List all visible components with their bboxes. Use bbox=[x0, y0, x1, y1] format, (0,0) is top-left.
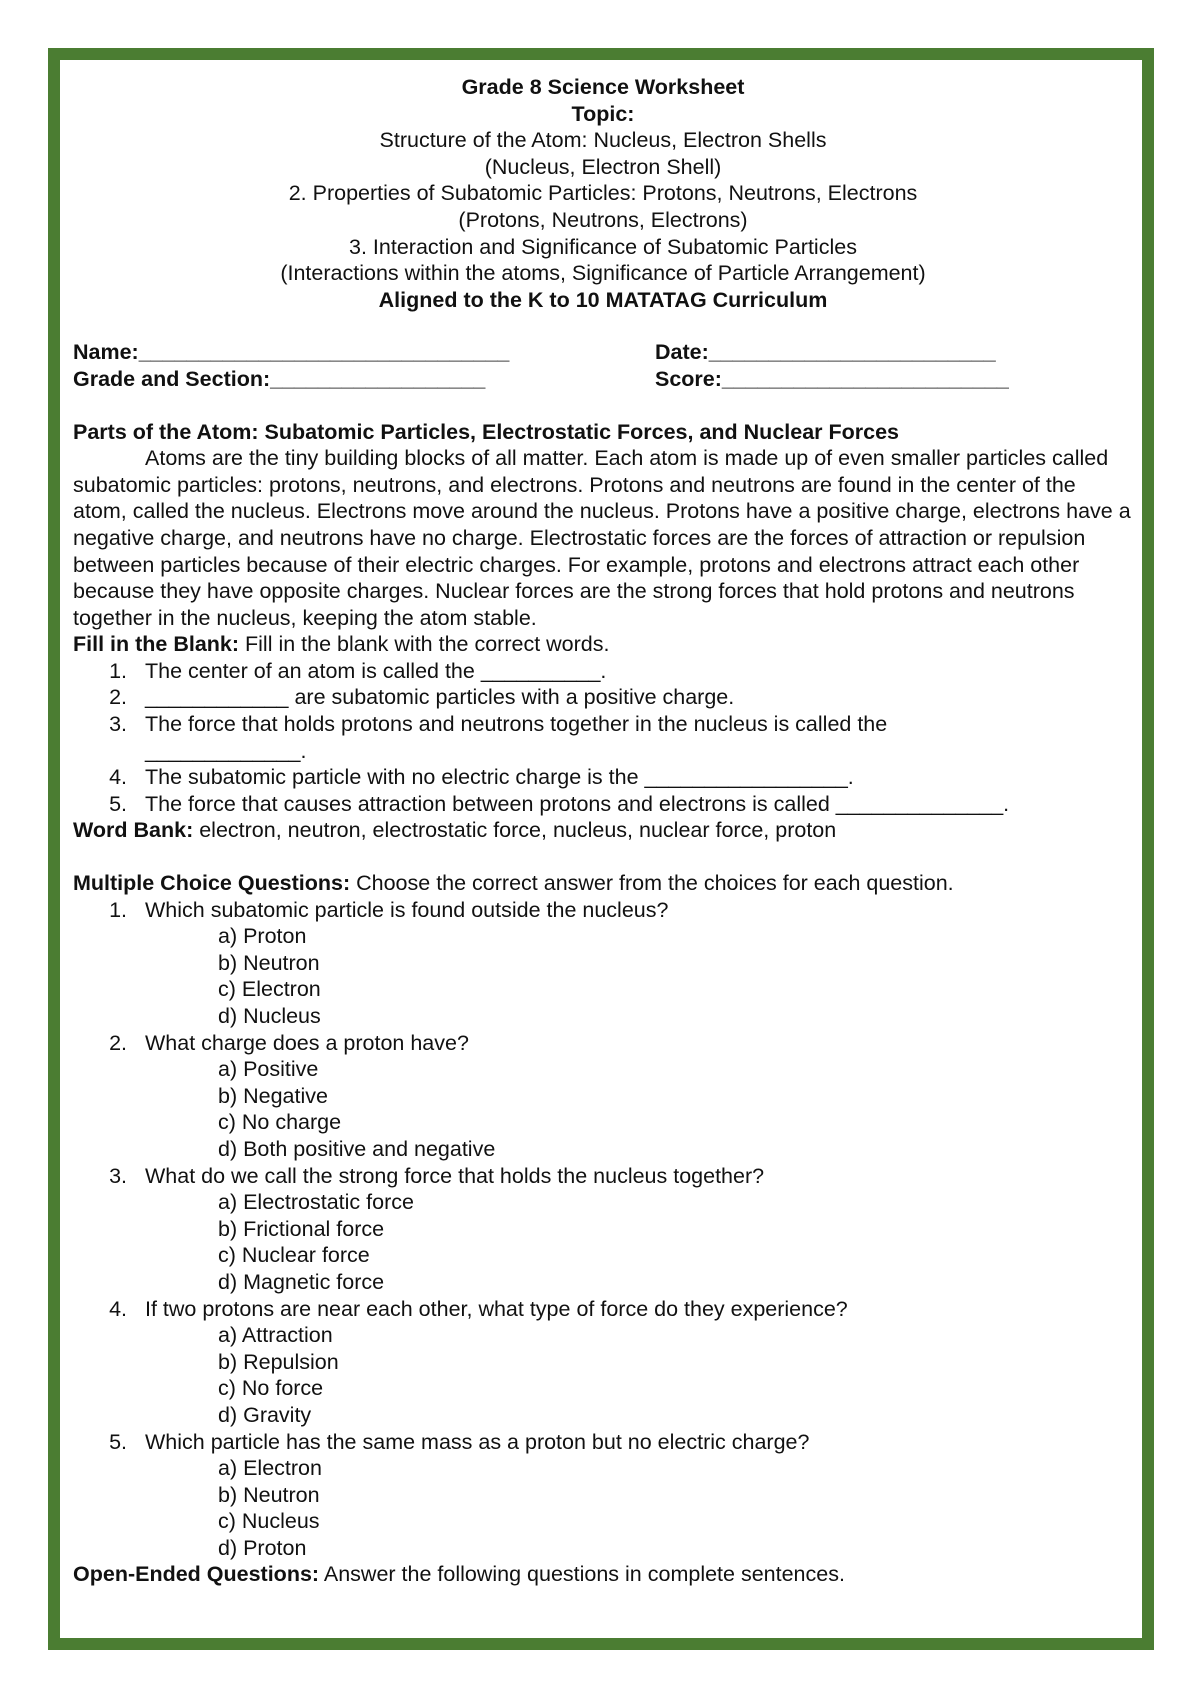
open-ended-instruction-text: Answer the following questions in complete sentences. bbox=[319, 1562, 845, 1587]
topic-line: (Protons, Neutrons, Electrons) bbox=[458, 207, 748, 232]
choice[interactable]: d) Proton bbox=[218, 1535, 307, 1560]
open-ended-label: Open-Ended Questions: bbox=[73, 1562, 320, 1587]
question-text: What charge does a proton have? bbox=[145, 1030, 469, 1055]
topic-line: (Nucleus, Electron Shell) bbox=[484, 154, 722, 179]
list-item bbox=[73, 658, 1133, 685]
fill-in-label: Fill in the Blank: bbox=[73, 632, 240, 657]
word-bank bbox=[73, 817, 1133, 844]
choice[interactable]: a) Attraction bbox=[218, 1323, 333, 1348]
fill-in-instructions bbox=[73, 631, 1133, 658]
item-text[interactable]: ____________ are subatomic particles with a positive charge. bbox=[145, 685, 735, 710]
topic-line: Structure of the Atom: Nucleus, Electron Shells bbox=[379, 128, 827, 153]
question bbox=[73, 897, 1133, 1030]
topic-line: 2. Properties of Subatomic Particles: Protons, Neutrons, Electrons bbox=[288, 181, 918, 206]
worksheet-header bbox=[73, 74, 1133, 313]
question-number: 2. bbox=[109, 1030, 127, 1055]
score-field[interactable]: Score:________________________ bbox=[655, 366, 1009, 391]
question bbox=[73, 1030, 1133, 1163]
choice[interactable]: b) Negative bbox=[218, 1083, 328, 1108]
question-number: 5. bbox=[109, 1429, 127, 1454]
name-field[interactable]: Name:_______________________________ bbox=[73, 340, 510, 365]
choice[interactable]: b) Neutron bbox=[218, 1482, 320, 1507]
choice[interactable]: a) Electrostatic force bbox=[218, 1190, 414, 1215]
item-text[interactable]: The force that causes attraction between protons and electrons is called ______________. bbox=[145, 791, 1010, 816]
student-info bbox=[73, 339, 1133, 392]
choice[interactable]: a) Electron bbox=[218, 1456, 322, 1481]
question-text: Which subatomic particle is found outside the nucleus? bbox=[145, 897, 669, 922]
fill-in-list bbox=[73, 658, 1133, 738]
item-text[interactable]: The subatomic particle with no electric charge is the _________________. bbox=[145, 765, 854, 790]
word-bank-label: Word Bank: bbox=[73, 818, 194, 843]
reading-paragraph: Atoms are the tiny building blocks of all matter. Each atom is made up of even smaller particles called subatomic particles: protons, neutrons, and electrons. Protons and neutrons are found in the center of the atom, called the nucleus. Electrons move around the nucleus. Protons have a positive charge, electrons have a negative charge, and neutrons have no charge. Electrostatic forces are the forces of attraction or repulsion between particles because of their electric charges. For example, protons and electrons attract each other because they have opposite charges. Nuclear forces are the strong forces that hold protons and neutrons together in the nucleus, keeping the atom stable. bbox=[73, 446, 1131, 630]
worksheet-title: Grade 8 Science Worksheet bbox=[461, 75, 745, 99]
choice[interactable]: b) Neutron bbox=[218, 950, 320, 975]
multiple-choice-label: Multiple Choice Questions: bbox=[73, 871, 351, 896]
date-field[interactable]: Date:________________________ bbox=[655, 340, 996, 365]
choice[interactable]: d) Magnetic force bbox=[218, 1269, 385, 1294]
question bbox=[73, 1296, 1133, 1429]
choice[interactable]: c) Nucleus bbox=[218, 1509, 320, 1534]
question bbox=[73, 1163, 1133, 1296]
choice[interactable]: c) No force bbox=[218, 1376, 324, 1401]
question-number: 4. bbox=[109, 1296, 127, 1321]
choice[interactable]: a) Positive bbox=[218, 1057, 319, 1082]
reading-heading: Parts of the Atom: Subatomic Particles, Electrostatic Forces, and Nuclear Forces bbox=[73, 419, 900, 444]
question-text: Which particle has the same mass as a proton but no electric charge? bbox=[145, 1429, 810, 1454]
worksheet bbox=[73, 74, 1133, 1588]
question-number: 1. bbox=[109, 897, 127, 922]
grade-section-field[interactable]: Grade and Section:__________________ bbox=[73, 366, 486, 391]
list-item bbox=[73, 684, 1133, 711]
question-text: If two protons are near each other, what type of force do they experience? bbox=[145, 1296, 848, 1321]
item-text[interactable]: The force that holds protons and neutrons together in the nucleus is called the bbox=[145, 712, 888, 737]
choice[interactable]: a) Proton bbox=[218, 924, 307, 949]
question-number: 3. bbox=[109, 1163, 127, 1188]
list-item bbox=[73, 791, 1133, 818]
list-item bbox=[73, 711, 1133, 738]
multiple-choice-instructions bbox=[73, 870, 1133, 897]
item-number: 2. bbox=[109, 685, 127, 710]
question bbox=[73, 1429, 1133, 1562]
question-text: What do we call the strong force that holds the nucleus together? bbox=[145, 1163, 765, 1188]
item-number: 4. bbox=[109, 765, 127, 790]
curriculum-alignment: Aligned to the K to 10 MATATAG Curriculum bbox=[378, 287, 828, 312]
open-ended-instructions bbox=[73, 1561, 1133, 1588]
choice[interactable]: c) Electron bbox=[218, 977, 321, 1002]
fill-in-instruction-text: Fill in the blank with the correct words. bbox=[239, 632, 610, 657]
item-number: 3. bbox=[109, 712, 127, 737]
fill-in-list-continued bbox=[73, 764, 1133, 817]
choice[interactable]: b) Frictional force bbox=[218, 1216, 385, 1241]
choice[interactable]: d) Both positive and negative bbox=[218, 1136, 496, 1161]
topic-label: Topic: bbox=[571, 101, 635, 126]
choice[interactable]: d) Nucleus bbox=[218, 1004, 321, 1028]
item-number: 1. bbox=[109, 658, 127, 683]
list-item bbox=[73, 764, 1133, 791]
item-text[interactable]: The center of an atom is called the __________. bbox=[145, 658, 607, 683]
item-3-blank[interactable]: _____________. bbox=[145, 738, 307, 763]
topic-line: (Interactions within the atoms, Significance of Particle Arrangement) bbox=[280, 261, 926, 286]
word-bank-words: electron, neutron, electrostatic force, nucleus, nuclear force, proton bbox=[193, 818, 837, 843]
choice[interactable]: b) Repulsion bbox=[218, 1349, 339, 1374]
choice[interactable]: c) No charge bbox=[218, 1110, 342, 1135]
choice[interactable]: d) Gravity bbox=[218, 1402, 312, 1427]
multiple-choice-list bbox=[73, 897, 1133, 1562]
topic-line: 3. Interaction and Significance of Subatomic Particles bbox=[349, 234, 857, 259]
item-number: 5. bbox=[109, 791, 127, 816]
multiple-choice-instruction-text: Choose the correct answer from the choices for each question. bbox=[350, 871, 954, 896]
choice[interactable]: c) Nuclear force bbox=[218, 1243, 370, 1268]
